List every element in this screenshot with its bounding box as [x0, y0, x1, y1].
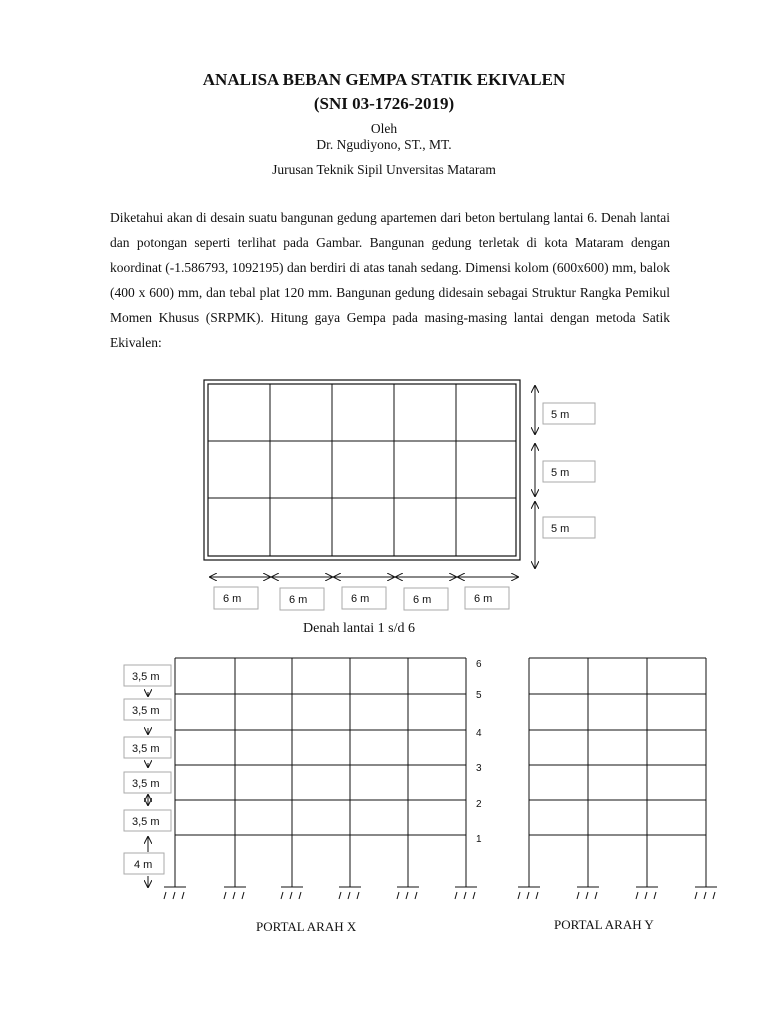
plan-dimension-y-labels: [543, 403, 595, 538]
level-1: 1: [476, 834, 482, 845]
story-label-5: 3,5 m: [132, 705, 160, 717]
level-6: 6: [476, 659, 482, 670]
level-2: 2: [476, 799, 482, 810]
problem-statement: Diketahui akan di desain suatu bangunan gedung apartemen dari beton bertulang lantai 6. Denah lantai dan potongan seperti terlihat pada Gambar. Bangunan gedung terletak di kota Mataram dengan koordinat (-1.586793, 1092195) dan berdiri di atas tanah sedang. Dimensi kolom (600x600) mm, balok (400 x 600) mm, dan tebal plat 120 mm. Bangunan gedung didesain sebagai Struktur Rangka Pemikul Momen Khusus (SRPMK). Hitung gaya Gempa pada masing-masing lantai dengan metoda Satik Ekivalen:: [110, 210, 670, 350]
dim-label-y3: 5 m: [551, 523, 570, 535]
portal-x-supports: [164, 887, 477, 899]
level-3: 3: [476, 763, 482, 774]
portal-y-supports: [518, 887, 717, 899]
dim-label-x3: 6 m: [351, 593, 370, 605]
dim-label-x5: 6 m: [474, 593, 493, 605]
portal-y-frame: [529, 658, 706, 887]
story-label-4: 3,5 m: [132, 743, 160, 755]
portal-y-caption: PORTAL ARAH Y: [554, 917, 654, 932]
level-4: 4: [476, 728, 482, 739]
level-numbers: [476, 659, 482, 845]
dim-label-x4: 6 m: [413, 594, 432, 606]
doc-title: ANALISA BEBAN GEMPA STATIK EKIVALEN: [202, 70, 566, 89]
plan-caption: Denah lantai 1 s/d 6: [303, 621, 415, 636]
story-label-1: 4 m: [134, 859, 153, 871]
doc-subtitle: (SNI 03-1726-2019): [313, 94, 455, 113]
dim-label-y1: 5 m: [551, 409, 570, 421]
story-label-3: 3,5 m: [132, 778, 160, 790]
portal-x-frame: [175, 658, 466, 887]
dim-label-x1: 6 m: [223, 593, 242, 605]
story-label-6: 3,5 m: [132, 671, 160, 683]
dim-label-y2: 5 m: [551, 467, 570, 479]
author: Dr. Ngudiyono, ST., MT.: [316, 137, 452, 152]
affiliation: Jurusan Teknik Sipil Unversitas Mataram: [272, 162, 496, 177]
floor-plan: [204, 380, 520, 560]
level-5: 5: [476, 690, 482, 701]
story-label-2: 3,5 m: [132, 816, 160, 828]
plan-dimension-x-labels: [214, 587, 509, 610]
by-line: Oleh: [370, 121, 398, 136]
dim-label-x2: 6 m: [289, 594, 308, 606]
portal-x-caption: PORTAL ARAH X: [256, 919, 357, 934]
